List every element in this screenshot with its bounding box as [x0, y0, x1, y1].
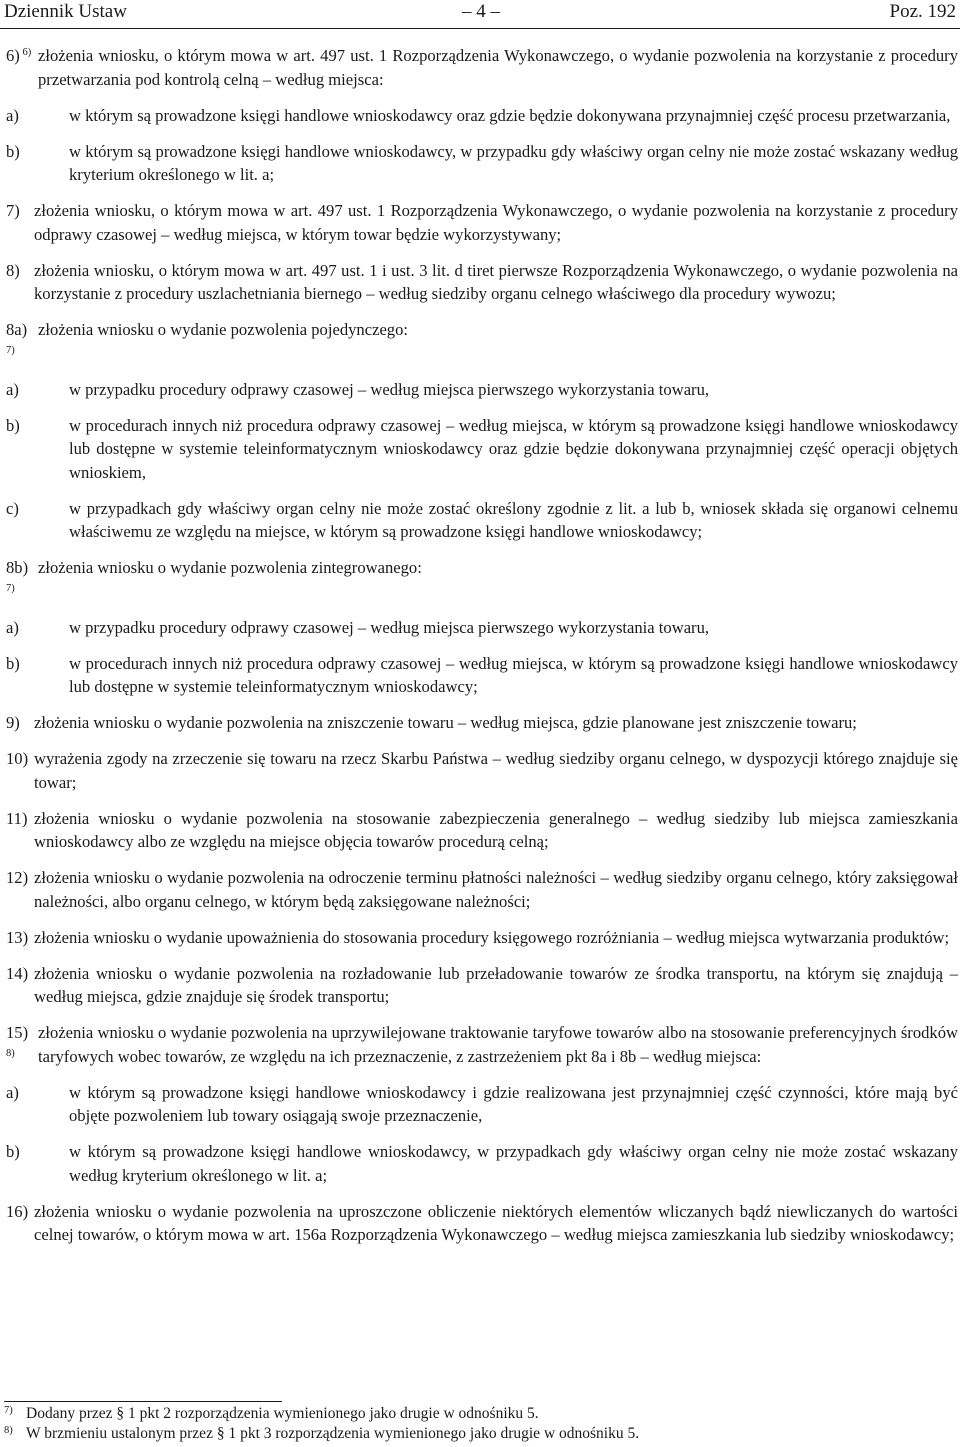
item-text: złożenia wniosku o wydanie pozwolenia na odroczenie terminu płatności należności – według siedziby organu celnego, który zaksięgował należności, albo organu celnego, w którym będą zaksięgowane należności; [34, 868, 958, 911]
sub-item-text: w którym są prowadzone księgi handlowe wnioskodawcy oraz gdzie będzie dokonywana przynajmniej część procesu przetwarzania, [69, 105, 951, 125]
item-number: 10) [6, 749, 29, 768]
sub-item-letter: a) [6, 105, 19, 125]
item-number: 14) [6, 963, 29, 983]
sub-item-text: w przypadku procedury odprawy czasowej – według miejsca pierwszego wykorzystania towaru, [69, 379, 710, 399]
list-item [6, 926, 958, 950]
sub-item-letter: b) [6, 141, 20, 161]
item-text: złożenia wniosku, o którym mowa w art. 497 ust. 1 Rozporządzenia Wykonawczego, o wydanie pozwolenia na korzystanie z procedury odprawy czasowej – według miejsca, w którym towar będzie wykorzystywany; [34, 201, 958, 244]
list-item [6, 44, 958, 187]
item-text: złożenia wniosku o wydanie pozwolenia na uproszczone obliczenie niektórych elementów wliczanych bądź niewliczanych do wartości celnej towarów, o którym mowa w art. 156a Rozporządzenia Wykonawczego – według miejsca zamieszkania lub siedziby wnioskodawcy; [34, 1201, 958, 1244]
item-text: złożenia wniosku o wydanie upoważnienia do stosowania procedury księgowego rozróżniania – według miejsca wytwarzania produktów; [34, 927, 950, 947]
sub-item [6, 414, 958, 485]
footnote-ref: 8) [6, 1047, 15, 1059]
item-number: 16) [6, 1201, 29, 1221]
footnote-text: Dodany przez § 1 pkt 2 rozporządzenia wymienionego jako drugie w odnośniku 5. [26, 1405, 539, 1422]
list-item [6, 807, 958, 854]
list-item [6, 556, 958, 699]
sub-item-text: w którym są prowadzone księgi handlowe wnioskodawcy, w przypadkach gdy właściwy organ celny nie może zostać wskazany według kryterium określonego w lit. a; [69, 1142, 958, 1185]
item-text: złożenia wniosku o wydanie pozwolenia na zniszczenie towaru – według miejsca, gdzie planowane jest zniszczenie towaru; [34, 713, 857, 732]
sub-item-text: w którym są prowadzone księgi handlowe wnioskodawcy, w przypadku gdy właściwy organ celny nie może zostać wskazany według kryterium określonego w lit. a; [69, 141, 958, 184]
list-item [6, 318, 958, 544]
sub-item-letter: b) [6, 653, 20, 673]
sub-item-text: w procedurach innych niż procedura odprawy czasowej – według miejsca, w którym są prowadzone księgi handlowe wnioskodawcy lub dostępne w systemie teleinformatycznym wnioskodawcy oraz gdzie będzie dokonywana przynajmniej część operacji objętych wnioskiem, [69, 415, 958, 482]
list-item [6, 259, 958, 306]
item-text: złożenia wniosku o wydanie pozwolenia na uprzywilejowane traktowanie taryfowe towarów albo na stosowanie preferencyjnych środków taryfowych wobec towarów, ze względu na ich przeznaczenie, z zastrzeżeniem pkt 8a i 8b – według miejsca: [38, 1023, 958, 1066]
sub-item-letter: a) [6, 379, 19, 399]
sub-item-letter: b) [6, 1142, 20, 1161]
footnotes [4, 1404, 944, 1444]
item-number: 15) $^{8)}$ [6, 1023, 29, 1059]
list-item [6, 1021, 958, 1187]
sub-item [6, 497, 958, 544]
item-number: 12) [6, 868, 29, 887]
sub-item [6, 616, 958, 640]
item-number: 13) [6, 927, 29, 947]
item-number: 11) [6, 808, 28, 828]
sub-item-text: w procedurach innych niż procedura odprawy czasowej – według miejsca, w którym są prowadzone księgi handlowe wnioskodawcy lub dostępne w systemie teleinformatycznym wnioskodawcy; [69, 653, 958, 696]
sub-item [6, 1140, 958, 1187]
sub-item [6, 378, 958, 402]
sub-item [6, 652, 958, 699]
sub-item-text: w którym są prowadzone księgi handlowe wnioskodawcy i gdzie realizowana jest przynajmniej część czynności, które mają być objęte pozwoleniem lub towary osiągają swoje przeznaczenie, [69, 1082, 958, 1125]
list-item [6, 711, 958, 735]
footnote-ref: 7) [6, 344, 15, 356]
footnote-ref: 7) [6, 582, 15, 594]
sub-item-letter: b) [6, 415, 20, 435]
sub-item [6, 104, 958, 128]
item-text: złożenia wniosku, o którym mowa w art. 497 ust. 1 i ust. 3 lit. d tiret pierwsze Rozporządzenia Wykonawczego, o wydanie pozwolenia na korzystanie z procedury uszlachetniania biernego – według siedziby organu celnego właściwego dla procedury wywozu; [34, 260, 958, 303]
sub-item-text: w przypadkach gdy właściwy organ celny nie może zostać określony zgodnie z lit. a lub b, wniosek składa się organowi celnemu właściwemu ze względu na miejsce, w którym są prowadzone księgi handlowe wnioskodawcy; [69, 498, 958, 541]
item-number: 8a) $^{7)}$ [6, 320, 28, 356]
item-text: złożenia wniosku o wydanie pozwolenia na rozładowanie lub przeładowanie towarów ze środka transportu, na którym się znajdują – według miejsca, gdzie znajduje się środek transportu; [34, 963, 958, 1006]
item-number: 9) [6, 713, 20, 732]
journal-title: Dziennik Ustaw [4, 1, 127, 22]
item-text: złożenia wniosku, o którym mowa w art. 497 ust. 1 Rozporządzenia Wykonawczego, o wydanie pozwolenia na korzystanie z procedury przetwarzania pod kontrolą celną – według miejsca: [38, 46, 958, 89]
sub-item-letter: a) [6, 1082, 19, 1102]
list-item [6, 962, 958, 1009]
item-number: 8b) $^{7)}$ [6, 558, 29, 594]
footnote [4, 1424, 944, 1444]
footnote-mark: 7) [4, 1405, 13, 1416]
item-text: złożenia wniosku o wydanie pozwolenia na stosowanie zabezpieczenia generalnego – według siedziby lub miejsca zamieszkania wnioskodawcy albo ze względu na miejsce objęcia towarów procedurą celną; [34, 808, 958, 851]
footnote-mark: 8) [4, 1425, 13, 1436]
page-header [0, 0, 960, 29]
footnote-divider [4, 1401, 282, 1402]
item-number: 7) [6, 201, 20, 220]
sub-item-text: w przypadku procedury odprawy czasowej – według miejsca pierwszego wykorzystania towaru, [69, 617, 710, 637]
sub-item-letter: c) [6, 498, 19, 518]
sub-item [6, 140, 958, 187]
page-number: – 4 – [462, 1, 500, 22]
footnote [4, 1404, 944, 1424]
item-number: 6) $^{6)}$ [6, 46, 32, 65]
item-text: złożenia wniosku o wydanie pozwolenia pojedynczego: [38, 320, 409, 339]
sub-item-letter: a) [6, 617, 19, 637]
footnote-text: W brzmieniu ustalonym przez § 1 pkt 3 rozporządzenia wymienionego jako drugie w odnośniku 5. [26, 1425, 640, 1442]
item-text: wyrażenia zgody na zrzeczenie się towaru na rzecz Skarbu Państwa – według siedziby organu celnego, w dyspozycji którego znajduje się towar; [34, 749, 958, 792]
list-item [6, 1200, 958, 1247]
position-number: Poz. 192 [889, 1, 956, 22]
sub-item [6, 1081, 958, 1128]
footnote-ref: 6) [19, 47, 32, 58]
item-number: 8) [6, 260, 20, 280]
item-text: złożenia wniosku o wydanie pozwolenia zintegrowanego: [38, 558, 422, 577]
list-item [6, 866, 958, 913]
document-body [6, 44, 958, 1259]
list-item [6, 199, 958, 246]
list-item [6, 747, 958, 794]
